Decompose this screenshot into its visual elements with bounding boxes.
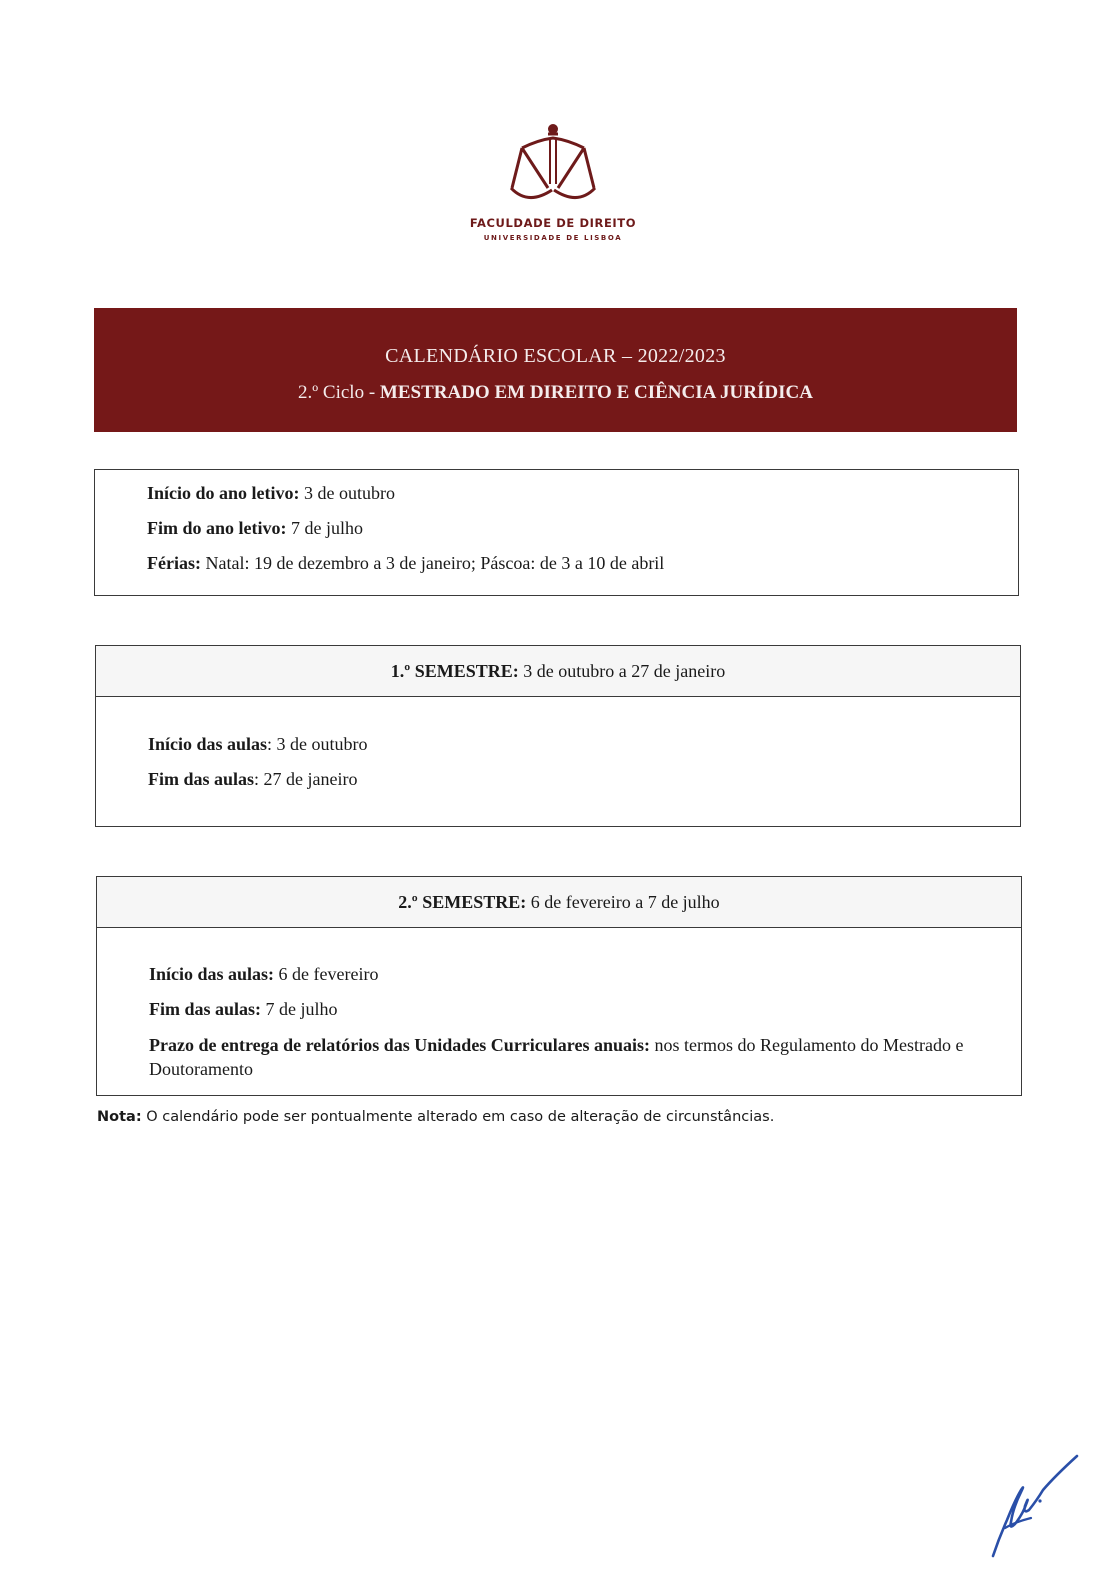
year-start-label: Início do ano letivo:: [147, 483, 300, 503]
note-label: Nota:: [97, 1109, 142, 1125]
academic-year-box: [94, 469, 1019, 596]
holidays-row: [147, 552, 664, 575]
footnote: [97, 1109, 774, 1125]
semester-1-dates: 3 de outubro a 27 de janeiro: [518, 661, 726, 681]
semester-2-dates: 6 de fevereiro a 7 de julho: [526, 892, 720, 912]
reports-deadline-value: nos termos do Regulamento do Mestrado e Doutoramento: [149, 1035, 964, 1079]
semester-2-box: [96, 876, 1022, 1096]
institution-name: FACULDADE DE DIREITO: [469, 216, 637, 230]
calendar-title: CALENDÁRIO ESCOLAR – 2022/2023: [385, 345, 726, 367]
semester-2-classes-start-row: [149, 963, 1007, 986]
classes-end-label: Fim das aulas:: [149, 999, 262, 1019]
scales-of-justice-icon: [508, 122, 598, 210]
holidays-value: Natal: 19 de dezembro a 3 de janeiro; Páscoa: de 3 a 10 de abril: [200, 553, 665, 573]
year-end-value: 7 de julho: [286, 518, 363, 538]
classes-end-value: 7 de julho: [261, 999, 338, 1019]
semester-2-reports-deadline-row: [149, 1033, 1007, 1081]
cycle-label: 2.º Ciclo -: [298, 382, 380, 403]
program-name: MESTRADO EM DIREITO E CIÊNCIA JURÍDICA: [379, 382, 813, 403]
classes-start-value: 6 de fevereiro: [274, 964, 379, 984]
semester-1-box: [95, 645, 1021, 827]
semester-1-classes-start-row: [148, 733, 1006, 756]
classes-end-value: : 27 de janeiro: [254, 769, 358, 789]
handwritten-signature-icon: [985, 1448, 1085, 1568]
classes-start-label: Início das aulas:: [149, 964, 275, 984]
year-start-value: 3 de outubro: [299, 483, 395, 503]
year-end-label: Fim do ano letivo:: [147, 518, 287, 538]
note-text: O calendário pode ser pontualmente alterado em caso de alteração de circunstâncias.: [141, 1109, 775, 1125]
year-start-row: [147, 482, 395, 505]
classes-start-value: : 3 de outubro: [267, 734, 368, 754]
classes-start-label: Início das aulas: [148, 734, 268, 754]
semester-2-label: 2.º SEMESTRE:: [398, 892, 527, 912]
semester-2-heading: [97, 877, 1021, 928]
faculty-logo: [453, 122, 653, 242]
semester-2-classes-end-row: [149, 998, 1007, 1021]
reports-deadline-label: Prazo de entrega de relatórios das Unidades Curriculares anuais:: [149, 1035, 650, 1055]
year-end-row: [147, 517, 363, 540]
program-subtitle: [94, 382, 1017, 404]
semester-1-label: 1.º SEMESTRE:: [390, 661, 519, 681]
university-name: UNIVERSIDADE DE LISBOA: [483, 234, 623, 242]
semester-1-classes-end-row: [148, 768, 1006, 791]
classes-end-label: Fim das aulas: [148, 769, 255, 789]
holidays-label: Férias:: [147, 553, 201, 573]
semester-1-heading: [96, 646, 1020, 697]
title-banner: [94, 308, 1017, 432]
